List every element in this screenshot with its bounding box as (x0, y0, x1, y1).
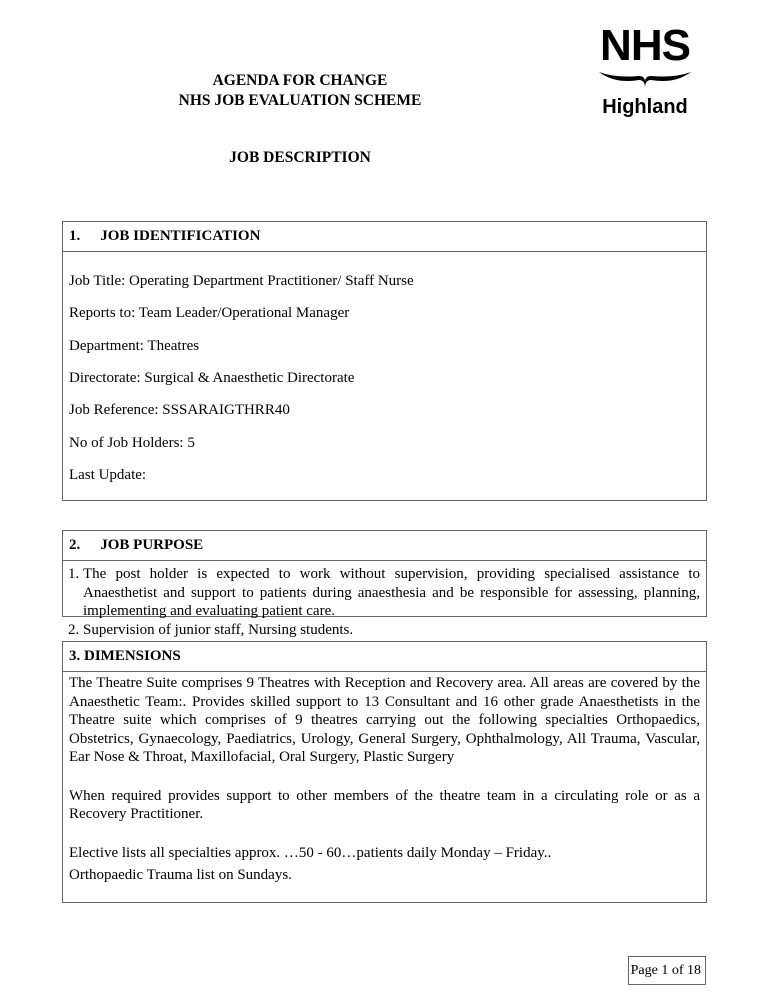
field-job-reference: Job Reference: SSSARAIGTHRR40 (69, 402, 290, 418)
paragraph: The Theatre Suite comprises 9 Theatres with Reception and Recovery area. All areas are covered by the Anaesthetic Team:. Provides skilled support to 13 Consultant and 16 other grade Anaesthetists in the Theatre suite which comprises of 9 theatres carrying out the following specialties Orthopaedics, Obstetrics, Gynaecology, Paediatrics, Urology, General Surgery, Ophthalmology, All Trauma, Vascular, Ear Nose & Throat, Maxillofacial, Oral Surgery, Plastic Surgery (69, 675, 700, 765)
section-heading (63, 531, 706, 561)
header-line-1: AGENDA FOR CHANGE (212, 72, 388, 89)
page-number: Page 1 of 18 (628, 956, 706, 985)
section-job-identification (62, 221, 707, 501)
field-last-update: Last Update: (69, 467, 147, 483)
logo-region: Highland (602, 96, 688, 118)
nhs-highland-logo (590, 21, 700, 118)
field-job-holders: No of Job Holders: 5 (69, 435, 195, 451)
paragraph: Elective lists all specialties approx. …50 - 60…patients daily Monday – Friday.. (69, 844, 552, 861)
section-number: 2. (69, 537, 81, 553)
field-directorate: Directorate: Surgical & Anaesthetic Directorate (69, 370, 355, 386)
field-job-title: Job Title: Operating Department Practitioner/ Staff Nurse (69, 273, 414, 289)
section-title: JOB PURPOSE (100, 537, 204, 553)
section-job-purpose (62, 530, 707, 638)
header-line-2: NHS JOB EVALUATION SCHEME (178, 92, 422, 109)
section-number: 1. (69, 228, 81, 244)
section-title: JOB IDENTIFICATION (100, 228, 261, 244)
logo-swoosh-icon (595, 68, 695, 90)
section-dimensions (62, 641, 707, 903)
field-reports-to: Reports to: Team Leader/Operational Manager (69, 305, 350, 321)
section-heading (63, 222, 706, 252)
field-department: Department: Theatres (69, 338, 200, 354)
paragraph: When required provides support to other members of the theatre team in a circulating role or as a Recovery Practitioner. (69, 787, 700, 822)
list-item: 2. Supervision of junior staff, Nursing students. (83, 621, 700, 640)
list-item: 1. The post holder is expected to work without supervision, providing specialised assistance to Anaesthetist and support to patients during anaesthesia and be responsible for assessing, planning, implementing and evaluating patient care. (83, 565, 700, 621)
paragraph: Orthopaedic Trauma list on Sundays. (69, 867, 292, 883)
purpose-list (63, 561, 706, 643)
section-heading: 3. DIMENSIONS (63, 642, 706, 672)
logo-nhs: NHS (600, 21, 690, 70)
page-title: JOB DESCRIPTION (229, 149, 371, 166)
